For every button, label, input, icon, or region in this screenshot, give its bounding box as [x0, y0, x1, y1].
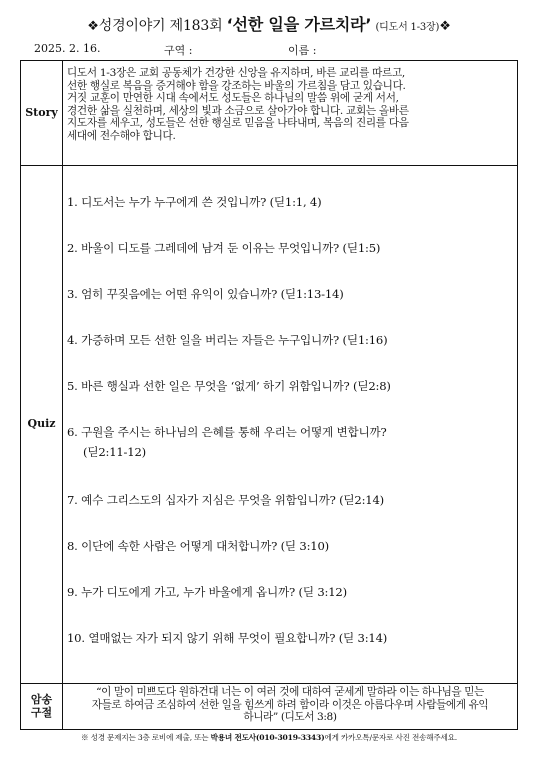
quiz-question: 8. 이단에 속한 사람은 어떻게 대처합니까? (딛 3:10)	[67, 539, 329, 553]
story-row	[21, 61, 517, 165]
date-text: 2025. 2. 16.	[34, 42, 101, 55]
quiz-question: 3. 엄히 꾸짖음에는 어떤 유익이 있습니까? (딛1:13-14)	[67, 287, 344, 301]
memory-verse-row	[21, 683, 517, 729]
quiz-question: 9. 누가 디도에게 가고, 누가 바울에게 옵니까? (딛 3:12)	[67, 585, 347, 599]
verse-line: 자들로 하여금 조심하여 선한 일을 힘쓰게 하려 함이라 이것은 아름다우며 사람들에게 유익	[91, 698, 489, 711]
story-label: Story	[21, 61, 63, 165]
verse-line: “이 말이 미쁘도다 원하건대 너는 이 여러 것에 대하여 굳세게 말하라 이는 하나님을 믿는	[96, 686, 484, 698]
quiz-question: 6. 구원을 주시는 하나님의 은혜를 통해 우리는 어떻게 변합니까? (딛2:11-12)	[67, 422, 511, 462]
topic-title: ‘선한 일을 가르치라’	[226, 15, 372, 34]
quiz-content	[63, 166, 517, 683]
quiz-question: 10. 열매없는 자가 되지 않기 위해 무엇이 필요합니까? (딛 3:14)	[67, 631, 388, 645]
story-content	[63, 61, 517, 165]
memory-verse-content	[63, 684, 517, 729]
quiz-question: 1. 디도서는 누가 누구에게 쓴 것입니까? (딛1:1, 4)	[67, 195, 322, 209]
worksheet-table	[20, 60, 518, 730]
verse-line: 하니라” (디도서 3:8)	[243, 711, 337, 723]
meta-row	[34, 42, 514, 58]
quiz-label: Quiz	[21, 166, 63, 683]
story-line: 거짓 교훈이 만연한 시대 속에서도 성도들은 하나님의 말씀 위에 굳게 서서,	[67, 92, 399, 105]
submission-note: ※ 성경 문제지는 3층 로비에 제출, 또는 박용녀 전도사(010-3019-3343)에게 카카오톡/문자로 사진 전송해주세요.	[80, 733, 458, 742]
story-line: 디도서 1-3장은 교회 공동체가 건강한 신앙을 유지하며, 바른 교리를 따르고,	[67, 67, 405, 79]
quiz-question: 4. 가증하며 모든 선한 일을 버리는 자들은 누구입니까? (딛1:16)	[67, 333, 388, 347]
quiz-question: 2. 바울이 디도를 그레데에 남겨 둔 이유는 무엇입니까? (딛1:5)	[67, 241, 381, 255]
diamond-icon: ❖	[439, 19, 451, 34]
quiz-row	[21, 165, 517, 683]
quiz-question: 7. 예수 그리스도의 십자가 지심은 무엇을 위함입니까? (딛2:14)	[67, 493, 384, 507]
quiz-question: 5. 바른 행실과 선한 일은 무엇을 ‘없게’ 하기 위함입니까? (딛2:8)	[67, 379, 391, 393]
diamond-icon: ❖	[87, 19, 99, 34]
quiz-question-reference: (딛2:11-12)	[83, 445, 146, 459]
name-label: 이름 :	[288, 44, 317, 57]
district-label: 구역 :	[164, 44, 193, 57]
scripture-range: (디도서 1-3장)	[375, 22, 440, 33]
story-line: 세대에 전수해야 합니다.	[67, 129, 176, 142]
memory-verse-label: 암송 구절	[21, 684, 63, 729]
contact-person: 박용녀 전도사(010-3019-3343)	[210, 733, 325, 742]
worksheet-title	[0, 12, 538, 35]
story-line: 지도자를 세우고, 성도들은 선한 행실로 믿음을 나타내며, 복음의 진리를 다음	[67, 117, 409, 130]
series-label: 성경이야기 제183회	[98, 18, 223, 34]
story-line: 선한 행실로 복음을 증거해야 함을 강조하는 바울의 가르침을 담고 있습니다.	[67, 79, 406, 92]
story-line: 경건한 삶을 실천하며, 세상의 빛과 소금으로 살아가야 합니다. 교회는 올바른	[67, 104, 409, 117]
